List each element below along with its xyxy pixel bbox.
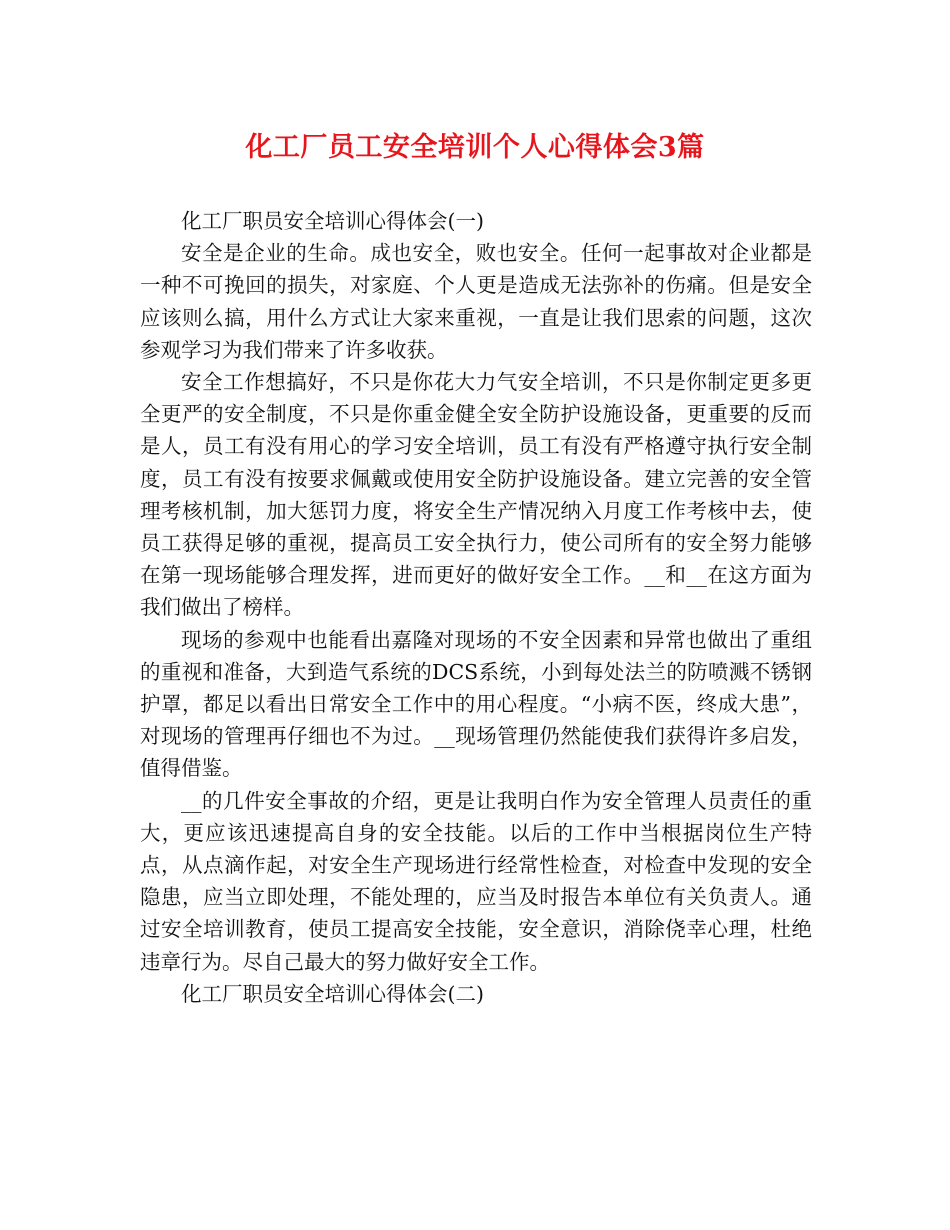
section-heading-1: 化工厂职员安全培训心得体会(一) [181,209,484,233]
document-body [140,205,812,1010]
section-heading-2: 化工厂职员安全培训心得体会(二) [181,981,484,1006]
body-paragraph: __的几件安全事故的介绍，更是让我明白作为安全管理人员责任的重大，更应该迅速提高自身的安全技能。以后的工作中当根据岗位生产特点，从点滴作起，对安全生产现场进行经常性检查，对检查中发现的安全隐患，应当立即处理，不能处理的，应当及时报告本单位有关负责人。通过安全培训教育，使员工提高安全技能，安全意识，消除侥幸心理，杜绝违章行为。尽自己最大的努力做好安全工作。 [140,788,812,974]
document-title: 化工厂员工安全培训个人心得体会3篇 [245,132,705,163]
body-paragraph: 现场的参观中也能看出嘉隆对现场的不安全因素和异常也做出了重组的重视和准备，大到造气系统的DCS系统，小到每处法兰的防喷溅不锈钢护罩，都足以看出日常安全工作中的用心程度。“小病不医，终成大患”，对现场的管理再仔细也不为过。__现场管理仍然能使我们获得许多启发，值得借鉴。 [140,627,812,781]
body-paragraph: 安全是企业的生命。成也安全，败也安全。任何一起事故对企业都是一种不可挽回的损失，对家庭、个人更是造成无法弥补的伤痛。但是安全应该则么搞，用什么方式让大家来重视，一直是让我们思索的问题，这次参观学习为我们带来了许多收获。 [140,241,812,362]
body-paragraph: 安全工作想搞好，不只是你花大力气安全培训，不只是你制定更多更全更严的安全制度，不只是你重金健全安全防护设施设备，更重要的反而是人，员工有没有用心的学习安全培训，员工有没有严格遵守执行安全制度，员工有没有按要求佩戴或使用安全防护设施设备。建立完善的安全管理考核机制，加大惩罚力度，将安全生产情况纳入月度工作考核中去，使员工获得足够的重视，提高员工安全执行力，使公司所有的安全努力能够在第一现场能够合理发挥，进而更好的做好安全工作。__和__在这方面为我们做出了榜样。 [140,370,812,620]
